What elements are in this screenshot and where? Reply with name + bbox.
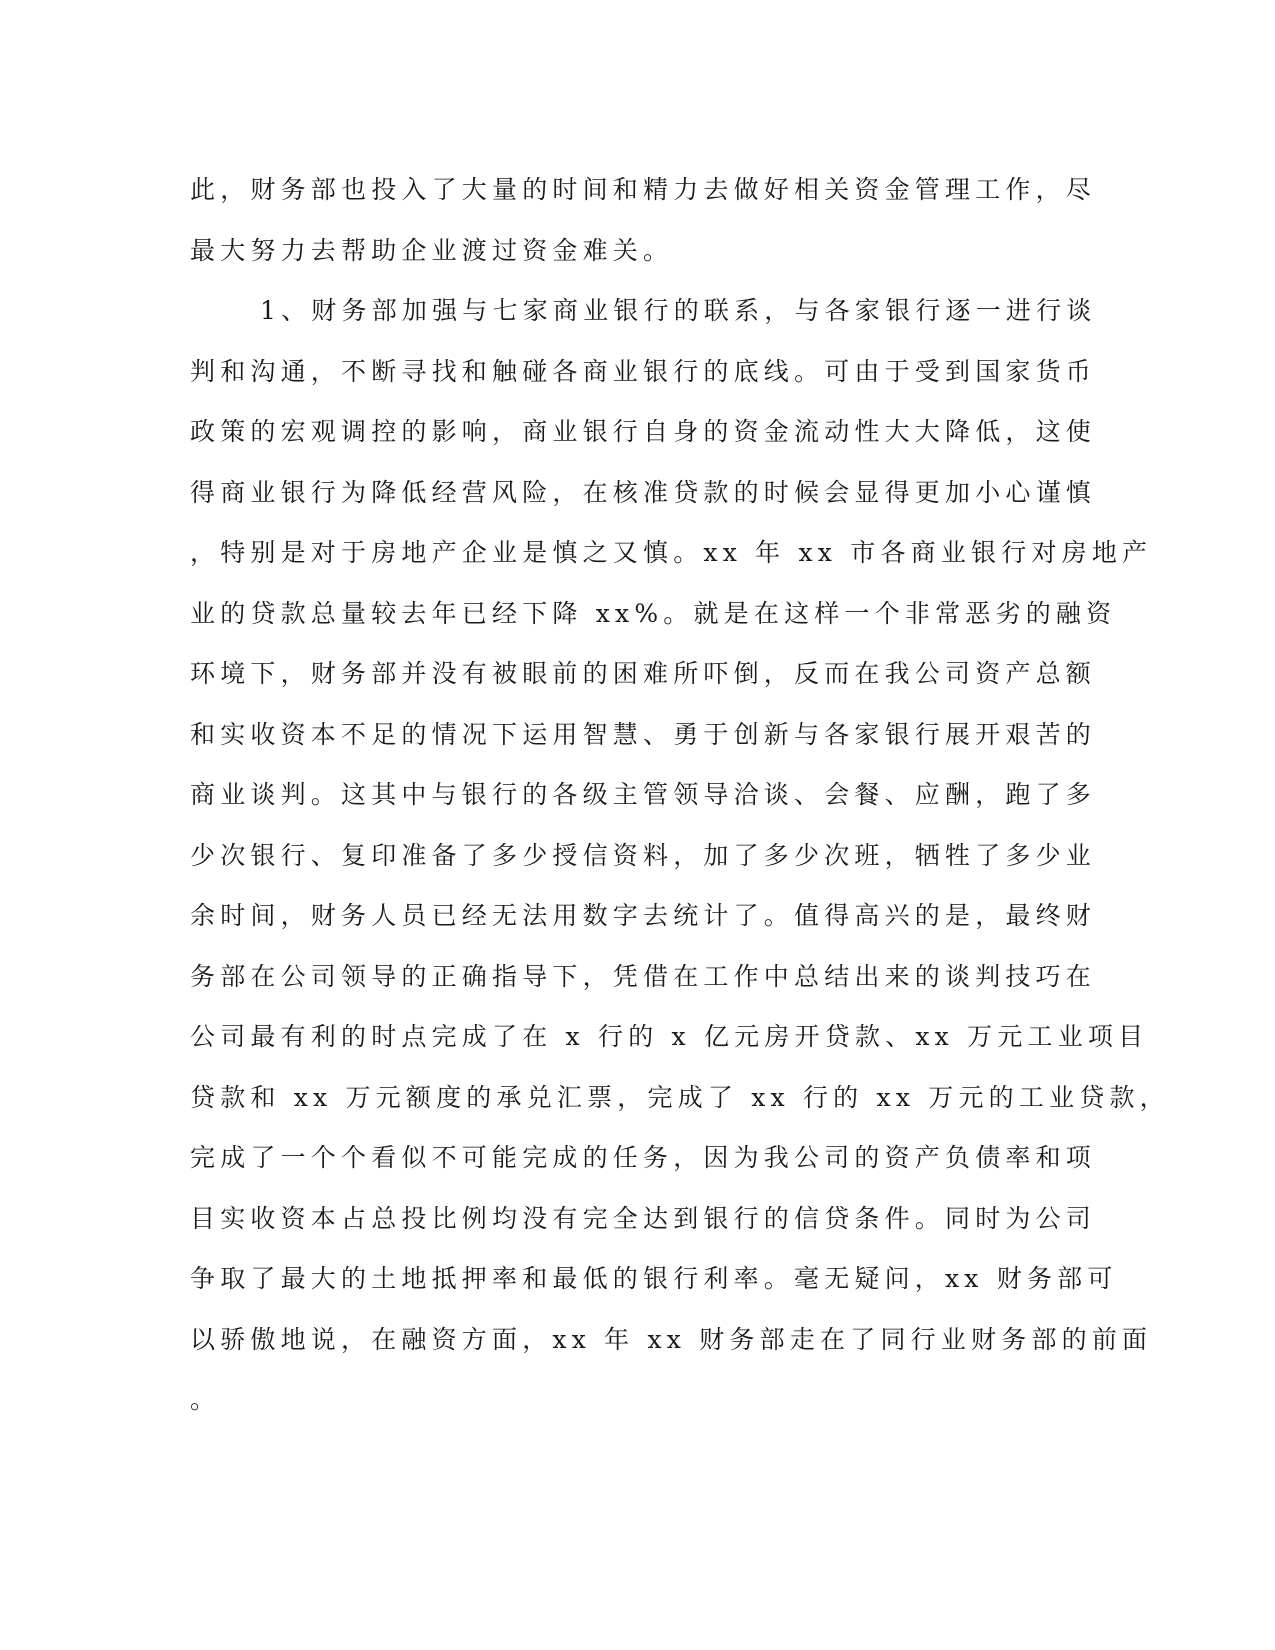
text-line: 务部在公司领导的正确指导下，凭借在工作中总结出来的谈判技巧在: [190, 961, 1097, 991]
text-line: 少次银行、复印准备了多少授信资料，加了多少次班，牺牲了多少业: [190, 840, 1097, 870]
text-line: 以骄傲地说，在融资方面，xx 年 xx 财务部走在了同行业财务部的前面: [190, 1324, 1153, 1354]
text-line: 。: [190, 1385, 221, 1414]
text-line: 争取了最大的土地抵押率和最低的银行利率。毫无疑问，xx 财务部可: [190, 1264, 1118, 1293]
text-line: 和实收资本不足的情况下运用智慧、勇于创新与各家银行展开艰苦的: [190, 719, 1097, 749]
text-line: ，特别是对于房地产企业是慎之又慎。xx 年 xx 市各商业银行对房地产: [190, 538, 1153, 567]
text-line: 环境下，财务部并没有被眼前的困难所吓倒，反而在我公司资产总额: [190, 659, 1097, 688]
text-line: 政策的宏观调控的影响，商业银行自身的资金流动性大大降低，这使: [190, 417, 1097, 446]
text-line: 得商业银行为降低经营风险，在核准贷款的时候会显得更加小心谨慎: [190, 477, 1097, 507]
body-text: [190, 160, 1170, 1431]
text-line: 商业谈判。这其中与银行的各级主管领导洽谈、会餐、应酬，跑了多: [190, 780, 1097, 809]
text-line: 业的贷款总量较去年已经下降 xx%。就是在这样一个非常恶劣的融资: [190, 598, 1117, 628]
text-line: 目实收资本占总投比例均没有完全达到银行的信贷条件。同时为公司: [190, 1203, 1097, 1233]
text-line: 完成了一个个看似不可能完成的任务，因为我公司的资产负债率和项: [190, 1143, 1097, 1172]
text-line: 最大努力去帮助企业渡过资金难关。: [190, 235, 674, 265]
text-line: 此，财务部也投入了大量的时间和精力去做好相关资金管理工作，尽: [190, 175, 1097, 204]
text-line: 1、财务部加强与七家商业银行的联系，与各家银行逐一进行谈: [260, 296, 1097, 325]
text-line: 贷款和 xx 万元额度的承兑汇票，完成了 xx 行的 xx 万元的工业贷款，: [190, 1082, 1170, 1112]
paragraph-1: [190, 160, 1097, 281]
text-line: 公司最有利的时点完成了在 x 行的 x 亿元房开贷款、xx 万元工业项目: [190, 1022, 1149, 1051]
paragraph-2: [190, 281, 1170, 1431]
text-line: 余时间，财务人员已经无法用数字去统计了。值得高兴的是，最终财: [190, 901, 1097, 930]
text-line: 判和沟通，不断寻找和触碰各商业银行的底线。可由于受到国家货币: [190, 356, 1097, 386]
